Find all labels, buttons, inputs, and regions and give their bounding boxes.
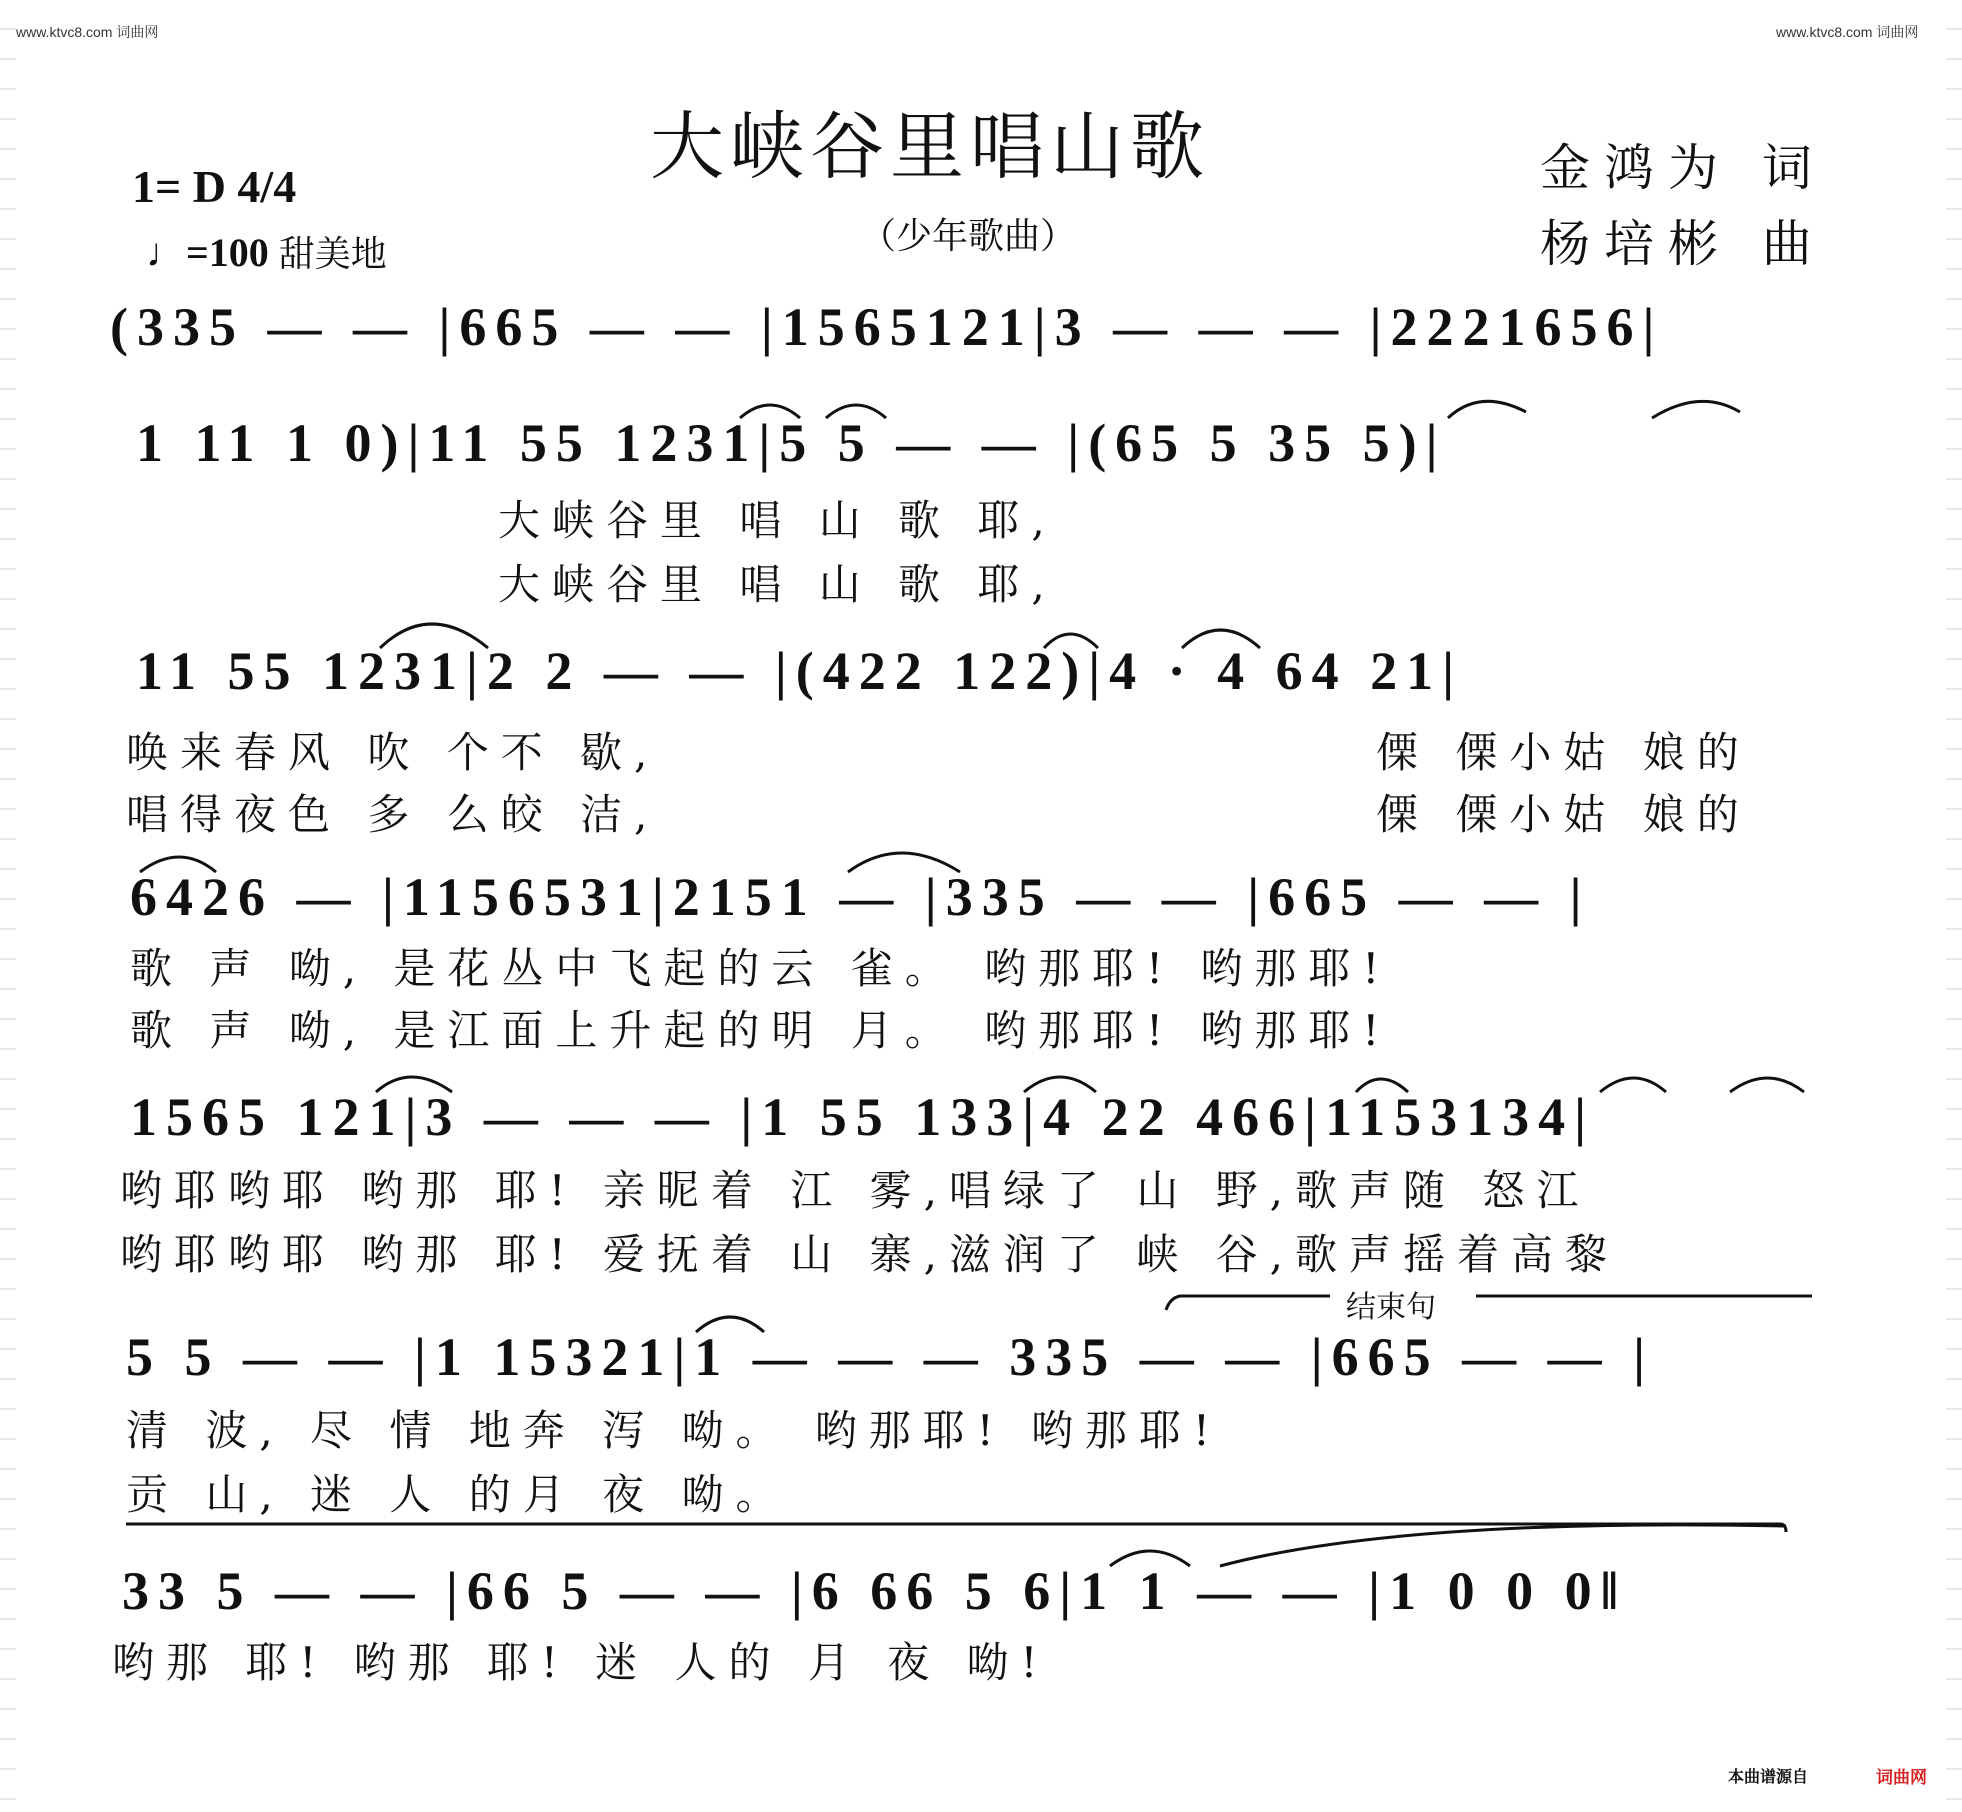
key-signature: 1= D 4/4 <box>132 161 297 212</box>
slur-mark <box>1044 634 1098 648</box>
lyric-line-6-verse-2: 贡 山, 迷 人 的月 夜 呦。 <box>126 1470 790 1519</box>
watermark-right: www.ktvc8.com 词曲网 <box>1776 24 1919 40</box>
lyricist-credit: 金鸿为 词 <box>1540 139 1826 197</box>
song-subtitle: （少年歌曲） <box>860 216 1077 257</box>
lyric-line-2-verse-1: 大峡谷里 唱 山 歌 耶, <box>498 496 1057 545</box>
lyric-line-6-verse-1: 清 波, 尽 情 地奔 泻 呦。 哟那耶! 哟那耶! <box>126 1406 1222 1455</box>
footer-brand: 词曲网 <box>1876 1768 1927 1788</box>
composer-credit: 杨培彬 曲 <box>1540 215 1826 273</box>
lyric-line-2-verse-2: 大峡谷里 唱 山 歌 耶, <box>498 560 1057 609</box>
tempo-value: =100 <box>186 230 269 275</box>
slur-mark <box>848 853 960 872</box>
lyric-line-3-verse-2: 唱得夜色 多 么皎 洁, <box>126 790 660 839</box>
slur-mark <box>826 405 886 418</box>
lyric-line-7: 哟那 耶! 哟那 耶! 迷 人的 月 夜 呦! <box>112 1638 1050 1687</box>
watermark-left: www.ktvc8.com 词曲网 <box>16 24 159 40</box>
lyric-line-5-verse-1: 哟耶哟耶 哟那 耶! 亲昵着 江 雾,唱绿了 山 野,歌声随 怒江 <box>120 1166 1591 1215</box>
slur-mark <box>376 1077 452 1092</box>
score-line-4: 6426 — |1156531|2151 — |335 — — |665 — — | <box>130 867 1591 927</box>
slur-mark <box>1182 630 1260 648</box>
song-title: 大峡谷里唱山歌 <box>650 104 1210 190</box>
score-line-6: 5 5 — — |1 15321|1 — — — 335 — — |665 — — | <box>126 1327 1655 1387</box>
slur-mark <box>140 857 216 872</box>
slur-mark <box>1652 401 1740 418</box>
slur-mark <box>1220 1525 1786 1566</box>
score-line-1: (335 — — |665 — — |1565121|3 — — — |2221656| <box>110 297 1664 357</box>
quarter-note-icon: ♩ <box>146 230 186 275</box>
slur-mark <box>1448 401 1526 418</box>
footer-source: 本曲谱源自 <box>1728 1767 1809 1786</box>
slur-mark <box>696 1317 764 1332</box>
score-line-3: 11 55 1231|2 2 — — |(422 122)|4 · 4 64 21| <box>136 641 1464 701</box>
lyric-line-3-verse-1: 唤来春风 吹 个不 歇, <box>126 728 660 777</box>
ending-bracket <box>1166 1296 1812 1310</box>
slur-mark <box>1110 1551 1190 1566</box>
lyric-line-3-verse-1-end: 傈 傈小姑 娘的 <box>1376 728 1751 777</box>
score-line-2: 1 11 1 0)|11 55 1231|5 5 — — |(65 5 35 5)| <box>136 413 1447 473</box>
slur-mark <box>1730 1078 1804 1092</box>
score-line-7: 33 5 — — |66 5 — — |6 66 5 6|1 1 — — |1 0 0 0‖ <box>122 1561 1628 1621</box>
lyric-line-3-verse-2-end: 傈 傈小姑 娘的 <box>1376 790 1751 839</box>
score-line-5: 1565 121|3 — — — |1 55 133|4 22 466|1153134| <box>130 1087 1595 1147</box>
lyric-line-5-verse-2: 哟耶哟耶 哟那 耶! 爱抚着 山 寨,滋润了 峡 谷,歌声摇着高黎 <box>120 1230 1620 1279</box>
slur-mark <box>1356 1079 1408 1092</box>
tempo-expression: 甜美地 <box>278 234 387 275</box>
slur-mark <box>380 624 488 648</box>
lyric-line-4-verse-1: 歌 声 呦, 是花丛中飞起的云 雀。 哟那耶! 哟那耶! <box>130 944 1392 993</box>
slur-mark <box>1600 1078 1666 1092</box>
lyric-line-4-verse-2: 歌 声 呦, 是江面上升起的明 月。 哟那耶! 哟那耶! <box>130 1006 1392 1055</box>
slur-mark <box>1024 1077 1096 1092</box>
ending-label: 结束句 <box>1346 1290 1436 1325</box>
slur-mark <box>740 405 800 418</box>
